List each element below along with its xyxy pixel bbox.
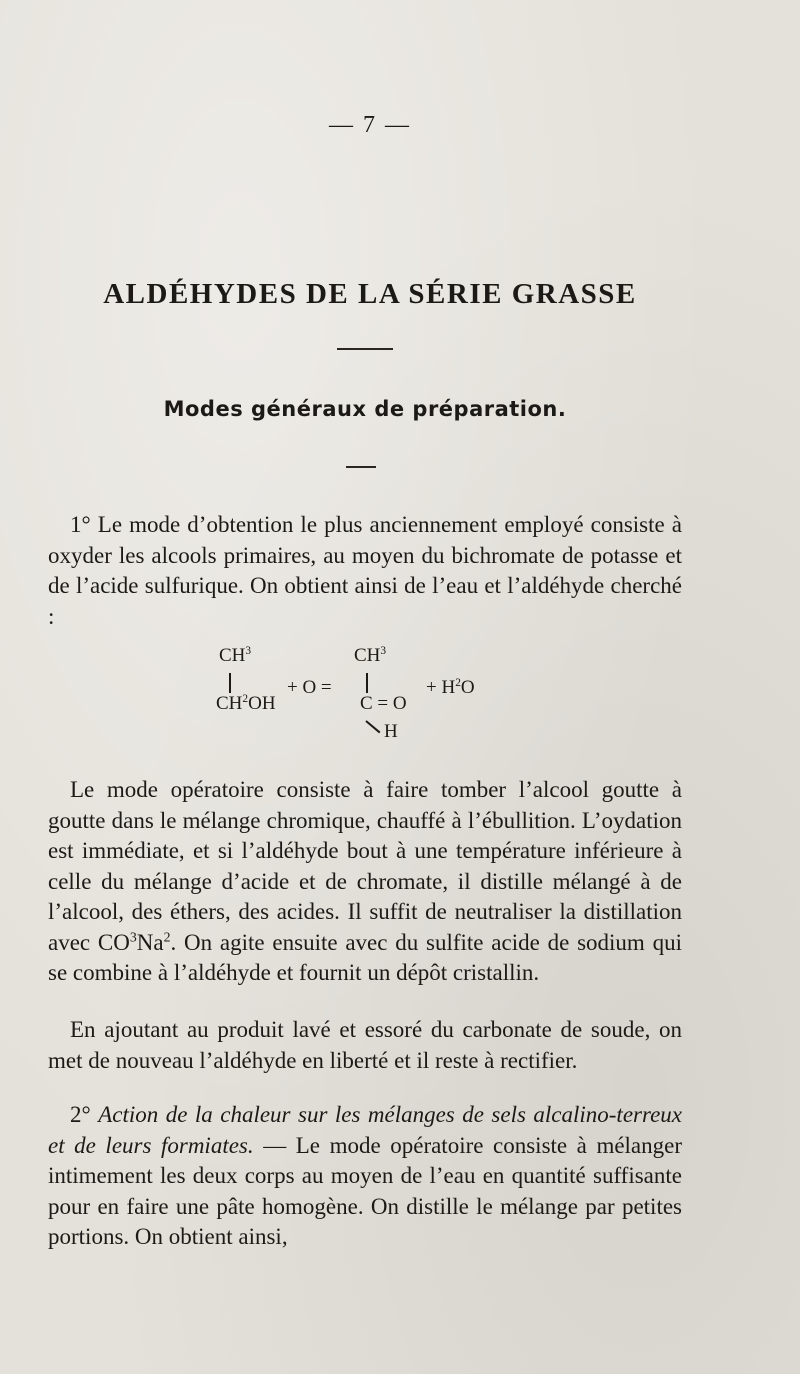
eq-left-bond	[229, 673, 231, 693]
eq-left-top: $CH^3$	[219, 645, 252, 666]
page-number: — 7 —	[329, 112, 411, 138]
subtitle: Modes généraux de préparation.	[163, 397, 567, 421]
chemical-equation	[0, 645, 800, 745]
eq-plus-water: + $H^2O$	[426, 677, 475, 698]
paragraph-4: 2° Action de la chaleur sur les mélanges de sels alcalino-terreux et de leurs formiates. — Le mode opératoire consiste à mélanger intimement les deux corps au moyen de l’eau en quantité suffisante pour en faire une pâte homogène. On distille le mélange par petites portions. On obtient ainsi,	[48, 1102, 683, 1249]
section-title: ALDÉHYDES DE LA SÉRIE GRASSE	[103, 278, 637, 310]
eq-right-bottom: C = O	[360, 693, 407, 714]
eq-right-top: $CH^3$	[354, 645, 387, 666]
eq-left-bottom: $CH^2OH$	[216, 693, 276, 714]
paragraph-1: 1° Le mode d’obtention le plus anciennement employé consiste à oxyder les alcools primaires, au moyen du bichromate de potasse et de l’acide sulfurique. On obtient ainsi de l’eau et l’aldéhyde cherché :	[48, 512, 682, 629]
eq-right-h-bond	[365, 720, 380, 733]
paragraph-3: En ajoutant au produit lavé et essoré du carbonate de soude, on met de nouveau l’aldéhyde en liberté et il reste à rectifier.	[48, 1017, 682, 1073]
title-divider	[337, 348, 393, 350]
eq-right-h: H	[384, 721, 398, 742]
paragraph-2: Le mode opératoire consiste à faire tomber l’alcool goutte à goutte dans le mélange chromique, chauffé à l’ébullition. L’oydation est immédiate, et si l’aldéhyde bout à une température inférieure à celle du mélange d’acide et de chromate, il distille mélangé à de l’alcool, des éthers, des acides. Il suffit de neutraliser la distillation avec $CO^3Na^2$. On agite ensuite avec du sulfite acide de sodium qui se combine à l’aldéhyde et fournit un dépôt cristallin.	[48, 777, 682, 985]
eq-right-bond	[366, 673, 368, 693]
subtitle-divider	[346, 466, 376, 468]
eq-plus-oxygen: + O =	[287, 677, 332, 698]
